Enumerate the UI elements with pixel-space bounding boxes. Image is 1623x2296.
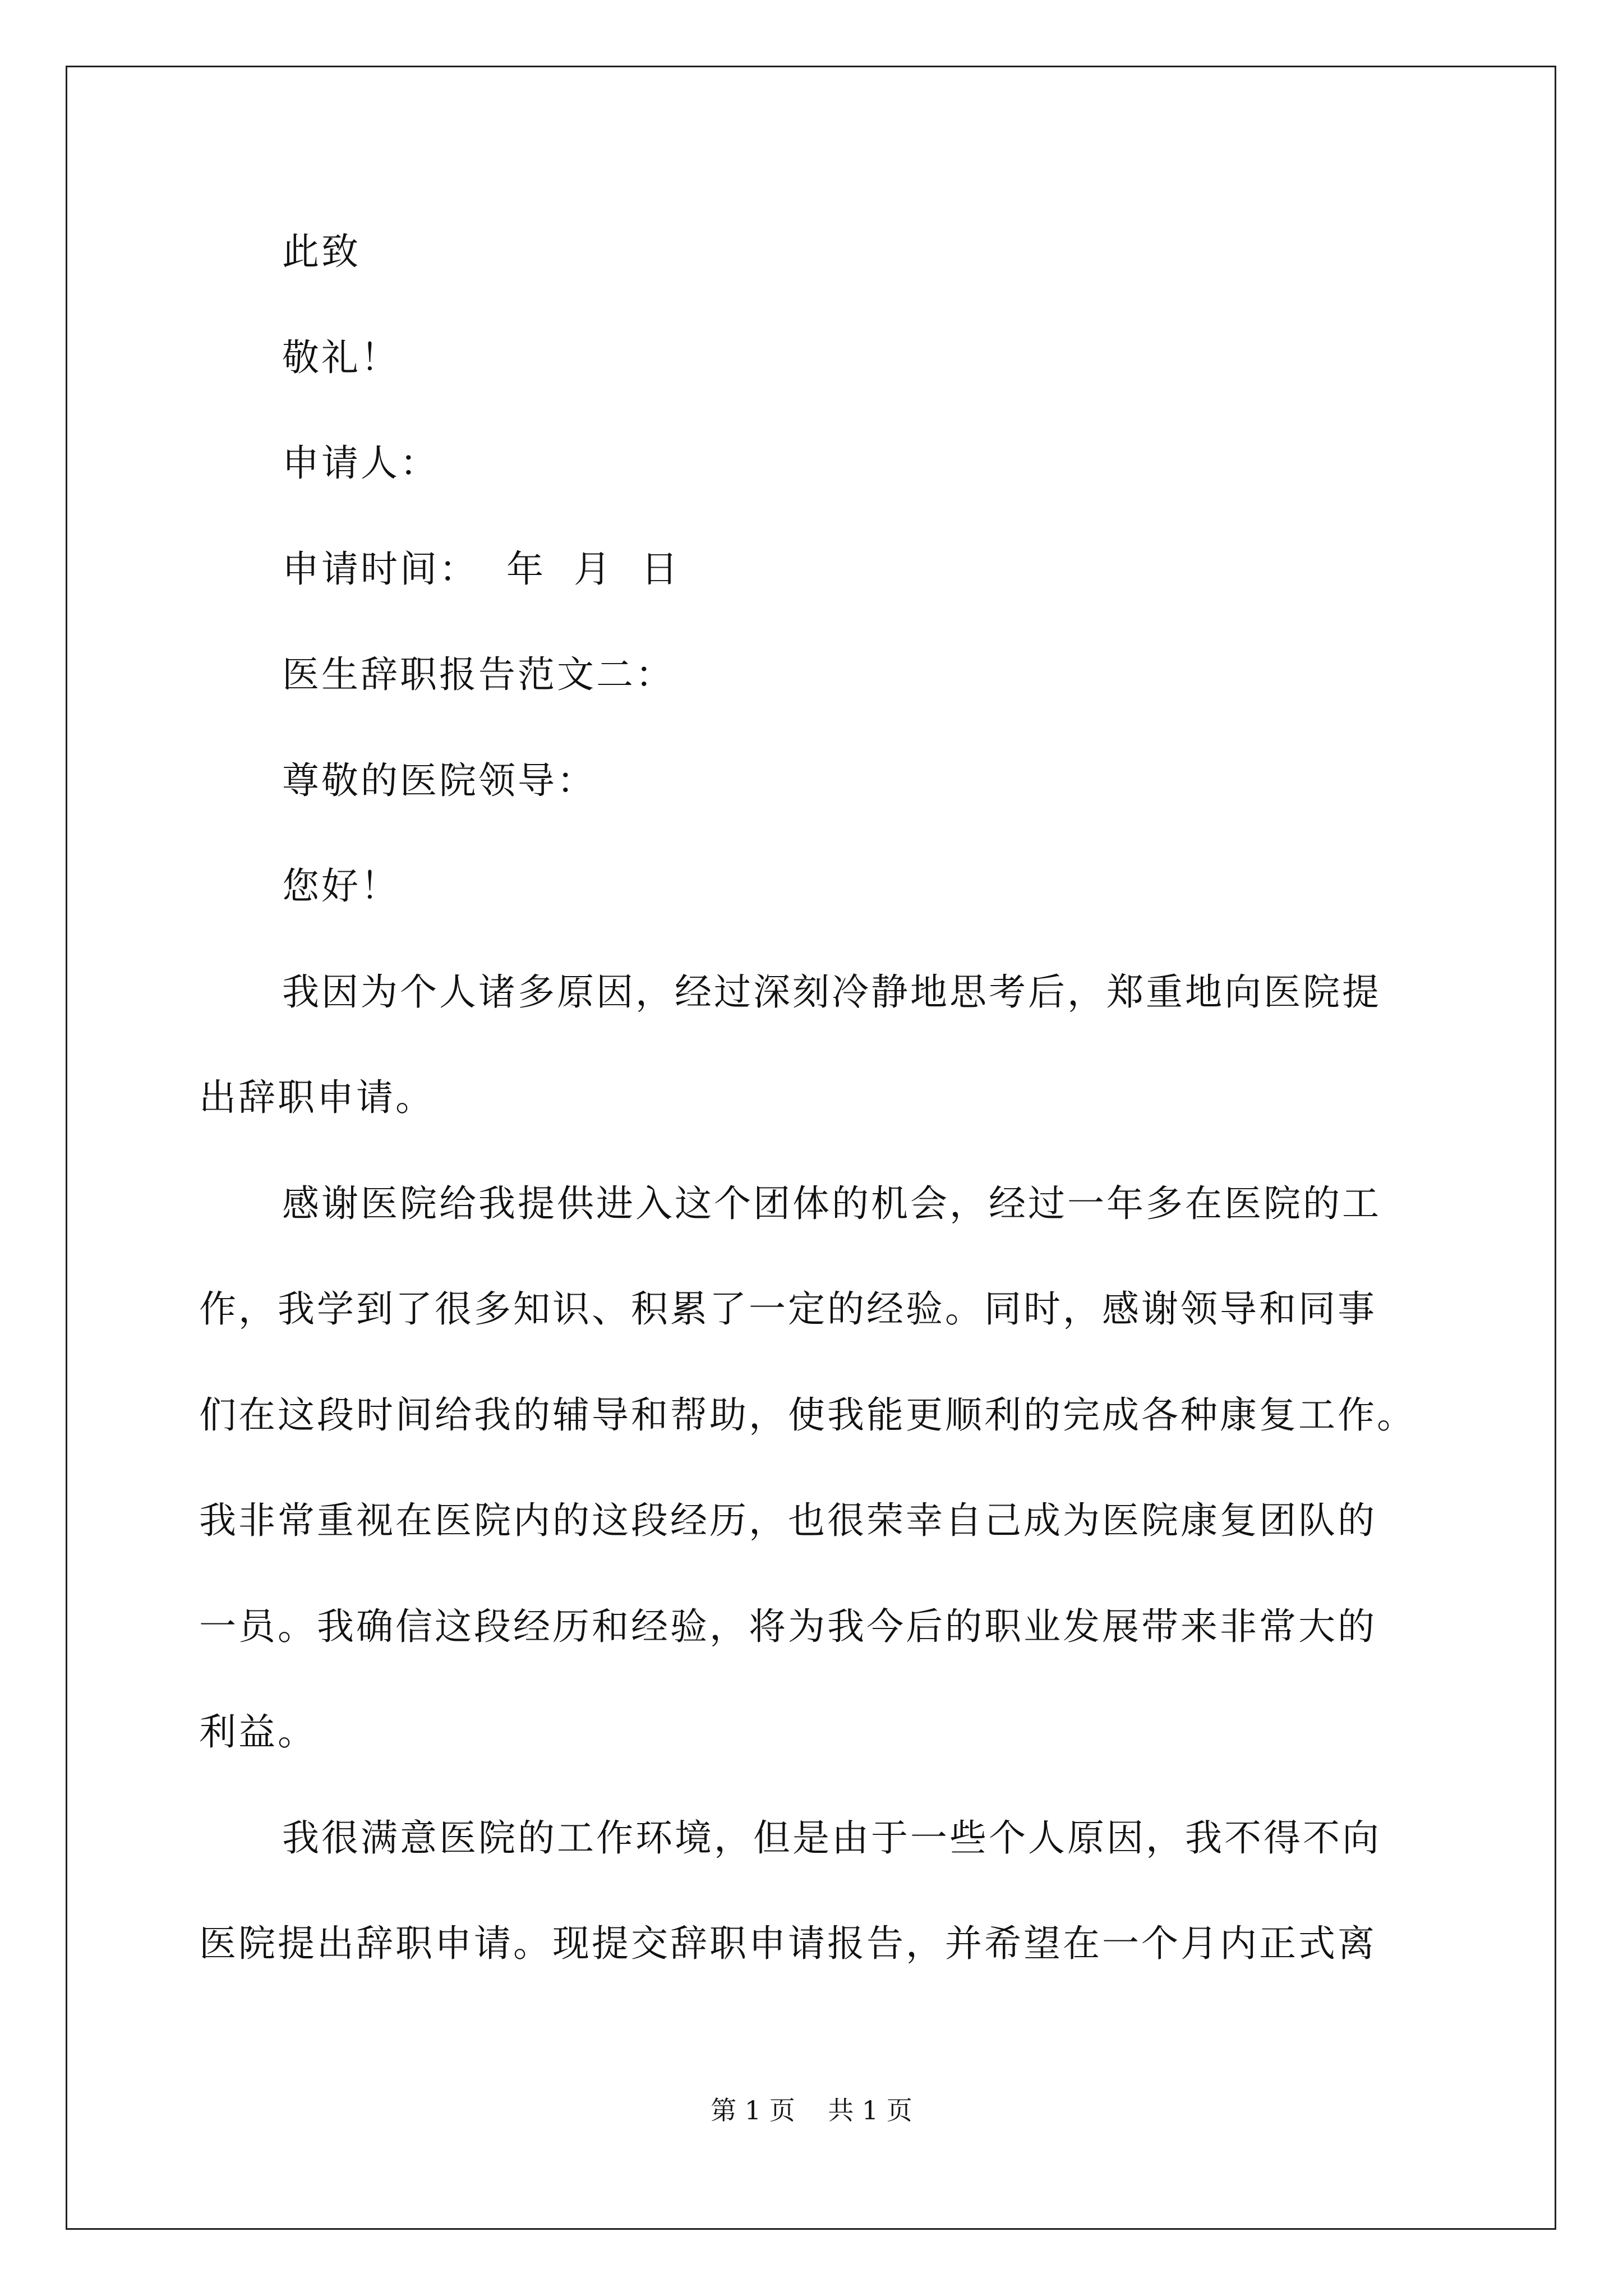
paragraph-line: 我非常重视在医院内的这段经历，也很荣幸自己成为医院康复团队的 <box>199 1499 1377 1542</box>
salutation-line: 敬礼！ <box>282 336 400 379</box>
paragraph-line: 感谢医院给我提供进入这个团体的机会，经过一年多在医院的工 <box>282 1182 1381 1225</box>
paragraph-line: 一员。我确信这段经历和经验，将为我今后的职业发展带来非常大的 <box>199 1605 1377 1648</box>
paragraph-line: 我很满意医院的工作环境，但是由于一些个人原因，我不得不向 <box>282 1816 1381 1860</box>
paragraph-line: 我因为个人诸多原因，经过深刻冷静地思考后，郑重地向医院提 <box>282 970 1381 1014</box>
greeting-line: 您好！ <box>282 864 400 908</box>
application-date-line: 申请时间： 年 月 日 <box>282 547 680 591</box>
closing-line: 此致 <box>282 230 361 273</box>
section-title: 医生辞职报告范文二： <box>282 653 675 696</box>
page-border <box>66 66 1556 2230</box>
paragraph-line: 出辞职申请。 <box>199 1076 435 1119</box>
paragraph-line: 们在这段时间给我的辅导和帮助，使我能更顺利的完成各种康复工作。 <box>199 1393 1416 1437</box>
paragraph-line: 医院提出辞职申请。现提交辞职申请报告，并希望在一个月内正式离 <box>199 1922 1377 1965</box>
greeting-recipient: 尊敬的医院领导： <box>282 759 596 802</box>
paragraph-line: 利益。 <box>199 1710 317 1754</box>
applicant-line: 申请人： <box>282 441 439 485</box>
page-number-footer: 第 1 页 共 1 页 <box>711 2095 912 2125</box>
paragraph-line: 作，我学到了很多知识、积累了一定的经验。同时，感谢领导和同事 <box>199 1287 1377 1331</box>
